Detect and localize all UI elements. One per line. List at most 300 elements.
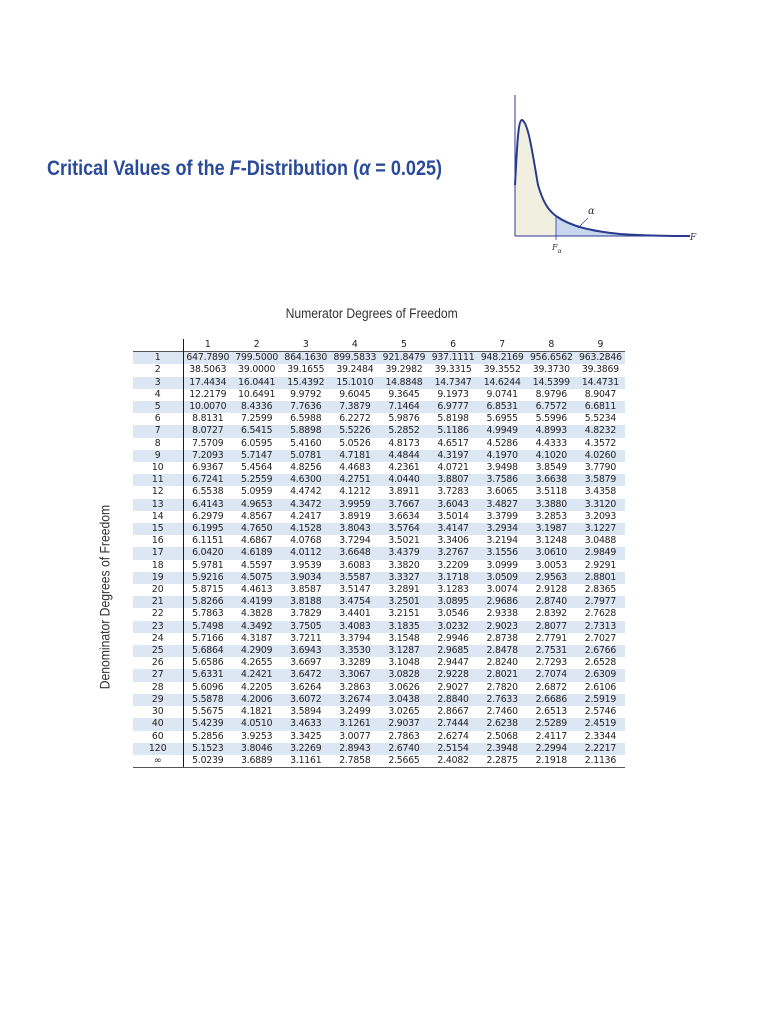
table-cell: 5.4564 — [240, 462, 273, 474]
table-cell: 5.6864 — [192, 645, 224, 657]
table-cell: 9.3645 — [388, 388, 420, 400]
table-cell: 3.6043 — [437, 498, 469, 510]
table-cell: 5.1523 — [192, 742, 224, 754]
table-cell: 4.0721 — [437, 462, 469, 474]
table-row — [133, 669, 625, 681]
row-header-df: 6 — [133, 413, 183, 425]
table-cell: 3.0546 — [437, 608, 469, 620]
table-cell: 2.6872 — [535, 681, 567, 693]
table-cell: 5.9876 — [388, 413, 420, 425]
table-cell: 15.4392 — [287, 376, 325, 388]
table-cell: 5.6096 — [192, 681, 224, 693]
table-cell: 7.2093 — [192, 449, 224, 461]
table-cell: 3.7294 — [339, 535, 371, 547]
table-cell: 3.4083 — [339, 620, 371, 632]
table-header — [133, 339, 625, 352]
table-row — [133, 682, 625, 694]
table-row — [133, 584, 625, 596]
table-cell: 14.5399 — [532, 376, 570, 388]
table-cell: 2.7858 — [330, 755, 379, 768]
table-cell: 14.7347 — [434, 376, 472, 388]
table-cell: 2.5289 — [535, 718, 567, 730]
table-row — [133, 633, 625, 645]
numerator-heading — [185, 306, 559, 321]
table-cell: 5.8198 — [437, 413, 469, 425]
table-cell: 39.1655 — [287, 364, 325, 376]
table-cell: 5.5234 — [584, 413, 617, 425]
row-header-df: 40 — [133, 718, 183, 730]
table-cell: 2.7293 — [535, 657, 567, 669]
table-cell: 2.7027 — [584, 632, 617, 644]
table-cell: 3.2501 — [388, 596, 420, 608]
table-cell: 4.8993 — [535, 425, 567, 437]
table-cell: 4.6867 — [240, 535, 273, 547]
table-cell: 39.3315 — [434, 364, 472, 376]
table-cell: 956.6562 — [527, 352, 576, 365]
table-body — [133, 352, 625, 768]
table-cell: 3.7829 — [290, 608, 322, 620]
table-cell: 3.7211 — [290, 632, 322, 644]
table-cell: 5.6586 — [192, 657, 224, 669]
table-row — [133, 694, 625, 706]
row-header-df: 10 — [133, 462, 183, 474]
row-header-df: 12 — [133, 486, 183, 498]
table-cell: 6.7241 — [192, 474, 224, 486]
table-cell: 3.2269 — [290, 742, 322, 754]
table-cell: 9.0741 — [486, 388, 518, 400]
table-cell: 2.7444 — [437, 718, 469, 730]
table-cell: 3.8046 — [240, 742, 273, 754]
table-cell: 5.6331 — [192, 669, 224, 681]
row-header-df: 11 — [133, 474, 183, 486]
table-cell: 14.4731 — [581, 376, 619, 388]
table-cell: 4.4613 — [240, 584, 273, 596]
table-cell: 2.5154 — [437, 742, 469, 754]
table-cell: 3.4401 — [339, 608, 371, 620]
table-cell: 4.3572 — [584, 437, 617, 449]
table-cell: 5.7166 — [192, 632, 224, 644]
table-row — [133, 560, 625, 572]
alpha-label: α — [588, 206, 595, 217]
table-cell: 3.5764 — [388, 523, 420, 535]
table-row — [133, 645, 625, 657]
table-cell: 5.8266 — [192, 596, 224, 608]
table-cell: 3.2674 — [339, 693, 371, 705]
table-cell: 2.8943 — [339, 742, 371, 754]
table-cell: 3.1835 — [388, 620, 420, 632]
row-header-df: 30 — [133, 706, 183, 718]
table-cell: 3.4379 — [388, 547, 420, 559]
table-cell: 3.0509 — [486, 571, 518, 583]
table-cell: 9.6045 — [339, 388, 371, 400]
table-cell: 39.3552 — [483, 364, 521, 376]
page-title — [47, 157, 442, 181]
table-cell: 3.6943 — [290, 645, 322, 657]
table-cell: 2.7628 — [584, 608, 617, 620]
table-cell: 2.9023 — [486, 620, 518, 632]
table-row — [133, 401, 625, 413]
table-cell: 6.2272 — [339, 413, 371, 425]
table-cell: 3.8188 — [290, 596, 322, 608]
table-cell: 3.1248 — [535, 535, 567, 547]
table-cell: 4.6517 — [437, 437, 469, 449]
table-cell: 3.2863 — [339, 681, 371, 693]
table-cell: 2.6238 — [486, 718, 518, 730]
table-cell: 6.7572 — [535, 401, 567, 413]
table-cell: 4.3828 — [240, 608, 273, 620]
table-cell: 4.8173 — [388, 437, 420, 449]
table-cell: 3.5147 — [339, 584, 371, 596]
table-cell: 3.3530 — [339, 645, 371, 657]
table-cell: 4.2751 — [339, 474, 371, 486]
table-cell: 2.2994 — [535, 742, 567, 754]
table-cell: 6.1995 — [192, 523, 224, 535]
table-cell: 2.8740 — [535, 596, 567, 608]
table-cell: 4.2655 — [240, 657, 273, 669]
column-header: 1 — [204, 339, 211, 350]
table-cell: 3.0895 — [437, 596, 469, 608]
table-cell: 3.0438 — [388, 693, 420, 705]
f-alpha-label — [551, 243, 562, 255]
table-cell: 14.6244 — [483, 376, 521, 388]
table-cell: 2.2217 — [584, 742, 617, 754]
table-cell: 3.5014 — [437, 510, 469, 522]
table-cell: 2.7820 — [486, 681, 518, 693]
table-cell: 4.0768 — [290, 535, 322, 547]
table-cell: 4.1970 — [486, 449, 518, 461]
table-cell: 6.0595 — [240, 437, 273, 449]
table-cell: 3.1987 — [535, 523, 567, 535]
table-cell: 4.1528 — [290, 523, 322, 535]
table-cell: 3.0232 — [437, 620, 469, 632]
table-cell: 8.4336 — [240, 401, 273, 413]
table-cell: 2.8667 — [437, 706, 469, 718]
table-cell: 3.1718 — [437, 571, 469, 583]
table-row — [133, 535, 625, 547]
table-cell: 6.5538 — [192, 486, 224, 498]
table-cell: 7.2599 — [240, 413, 273, 425]
table-cell: 4.8567 — [240, 510, 273, 522]
table-cell: 3.1261 — [339, 718, 371, 730]
row-header-df: 13 — [133, 499, 183, 511]
row-header-df: 22 — [133, 608, 183, 620]
table-row — [133, 755, 625, 768]
table-cell: 2.9027 — [437, 681, 469, 693]
table-row — [133, 523, 625, 535]
table-cell: 17.4434 — [189, 376, 227, 388]
table-cell: 4.0260 — [584, 449, 617, 461]
table-cell: 2.4117 — [535, 730, 567, 742]
table-cell: 2.9338 — [486, 608, 518, 620]
table-cell: 2.8365 — [584, 584, 617, 596]
table-cell: 2.9291 — [584, 559, 617, 571]
column-header: 2 — [253, 339, 260, 350]
table-cell: 3.7283 — [437, 486, 469, 498]
table-cell: 3.9034 — [290, 571, 322, 583]
table-cell: 3.6697 — [290, 657, 322, 669]
table-cell: 7.3879 — [339, 401, 371, 413]
table-cell: 3.5118 — [535, 486, 567, 498]
row-header-df: 29 — [133, 694, 183, 706]
table-cell: 3.1556 — [486, 547, 518, 559]
table-cell: 5.4239 — [192, 718, 224, 730]
table-cell: 4.5286 — [486, 437, 518, 449]
table-cell: 2.7074 — [535, 669, 567, 681]
table-cell: 2.3948 — [486, 742, 518, 754]
row-header-df: 19 — [133, 572, 183, 584]
table-cell: 3.5587 — [339, 571, 371, 583]
row-header-df: 16 — [133, 535, 183, 547]
table-cell: 39.2484 — [336, 364, 374, 376]
table-cell: 5.9781 — [192, 559, 224, 571]
table-cell: 3.6072 — [290, 693, 322, 705]
table-cell: 9.9792 — [290, 388, 322, 400]
table-cell: 3.6638 — [535, 474, 567, 486]
table-cell: 6.9367 — [192, 462, 224, 474]
table-cell: 3.3289 — [339, 657, 371, 669]
title-alpha-value: = 0.025) — [370, 157, 443, 180]
column-header: 4 — [351, 339, 358, 350]
table-cell: 3.3820 — [388, 559, 420, 571]
table-cell: 3.9959 — [339, 498, 371, 510]
table-cell: 3.3425 — [290, 730, 322, 742]
table-cell: 4.4683 — [339, 462, 371, 474]
table-cell: 2.2875 — [478, 755, 527, 768]
table-cell: 3.0074 — [486, 584, 518, 596]
corner-cell — [133, 339, 183, 352]
column-header: 9 — [597, 339, 604, 350]
table-cell: 3.3406 — [437, 535, 469, 547]
table-cell: 4.2417 — [290, 510, 322, 522]
table-cell: 4.8232 — [584, 425, 617, 437]
table-cell: 5.5878 — [192, 693, 224, 705]
table-cell: 3.3880 — [535, 498, 567, 510]
table-row — [133, 364, 625, 376]
table-cell: 4.9653 — [240, 498, 273, 510]
table-cell: 8.8131 — [192, 413, 224, 425]
table-cell: 2.6766 — [584, 645, 617, 657]
curve-body-fill — [515, 120, 556, 236]
table-cell: 3.6472 — [290, 669, 322, 681]
table-cell: 2.9037 — [388, 718, 420, 730]
row-header-df: 3 — [133, 377, 183, 389]
table-cell: 2.7977 — [584, 596, 617, 608]
title-alpha-symbol: α — [359, 157, 371, 180]
table-cell: 2.7460 — [486, 706, 518, 718]
table-cell: 2.3344 — [584, 730, 617, 742]
table-cell: 5.9216 — [192, 571, 224, 583]
table-cell: 5.2856 — [192, 730, 224, 742]
table-cell: 4.3197 — [437, 449, 469, 461]
table-cell: 2.7791 — [535, 632, 567, 644]
table-cell: 2.1918 — [527, 755, 576, 768]
table-cell: 2.9686 — [486, 596, 518, 608]
table-cell: 4.4199 — [240, 596, 273, 608]
table-cell: 16.0441 — [238, 376, 276, 388]
table-cell: 5.4160 — [290, 437, 322, 449]
title-suffix: -Distribution ( — [240, 157, 360, 180]
table-cell: 3.1161 — [281, 755, 330, 768]
table-cell: 5.0526 — [339, 437, 371, 449]
table-row — [133, 425, 625, 437]
table-cell: 4.5597 — [240, 559, 273, 571]
table-cell: 5.0781 — [290, 449, 322, 461]
table-cell: 8.0727 — [192, 425, 224, 437]
table-cell: 3.2151 — [388, 608, 420, 620]
row-header-df: 28 — [133, 682, 183, 694]
table-cell: 14.8848 — [385, 376, 423, 388]
table-cell: 4.0510 — [240, 718, 273, 730]
table-cell: 3.1283 — [437, 584, 469, 596]
table-cell: 4.7650 — [240, 523, 273, 535]
table-cell: 5.5675 — [192, 706, 224, 718]
table-cell: 3.8587 — [290, 584, 322, 596]
table-cell: 3.8911 — [388, 486, 420, 498]
table-cell: 4.0440 — [388, 474, 420, 486]
table-cell: 3.0488 — [584, 535, 617, 547]
table-row — [133, 706, 625, 718]
table-cell: 10.6491 — [238, 388, 276, 400]
column-header: 5 — [401, 339, 407, 350]
table-cell: 4.6189 — [240, 547, 273, 559]
table-row — [133, 377, 625, 389]
table-cell: 39.0000 — [238, 364, 276, 376]
table-cell: 2.8840 — [437, 693, 469, 705]
table-cell: 3.7586 — [486, 474, 518, 486]
table-cell: 937.1111 — [429, 352, 478, 365]
alpha-pointer-line — [578, 218, 588, 228]
table-cell: 2.9946 — [437, 632, 469, 644]
table-cell: 2.7531 — [535, 645, 567, 657]
table-cell: 2.8240 — [486, 657, 518, 669]
table-cell: 15.1010 — [336, 376, 374, 388]
row-header-df: ∞ — [133, 755, 183, 768]
table-cell: 4.6300 — [290, 474, 322, 486]
table-cell: 3.2194 — [486, 535, 518, 547]
row-header-df: 9 — [133, 450, 183, 462]
row-header-df: 20 — [133, 584, 183, 596]
table-cell: 647.7890 — [183, 352, 232, 365]
table-row — [133, 596, 625, 608]
row-header-df: 18 — [133, 560, 183, 572]
table-cell: 3.6083 — [339, 559, 371, 571]
table-cell: 6.5415 — [240, 425, 273, 437]
table-cell: 12.2179 — [189, 388, 227, 400]
table-cell: 2.8801 — [584, 571, 617, 583]
table-cell: 2.9685 — [437, 645, 469, 657]
table-cell: 3.6065 — [486, 486, 518, 498]
table-cell: 6.4143 — [192, 498, 224, 510]
table-cell: 5.7147 — [240, 449, 273, 461]
table-cell: 39.2982 — [385, 364, 423, 376]
table-cell: 7.1464 — [388, 401, 420, 413]
table-cell: 2.9563 — [535, 571, 567, 583]
table-cell: 3.6889 — [232, 755, 281, 768]
denominator-heading — [97, 504, 113, 700]
row-header-df: 60 — [133, 731, 183, 743]
table-cell: 2.8021 — [486, 669, 518, 681]
table-cell: 39.3730 — [532, 364, 570, 376]
table-cell: 2.5746 — [584, 706, 617, 718]
table-cell: 5.7498 — [192, 620, 224, 632]
row-header-df: 120 — [133, 743, 183, 755]
column-header-row — [133, 339, 625, 352]
column-header: 7 — [499, 339, 506, 350]
row-header-df: 17 — [133, 547, 183, 559]
table-cell: 3.2093 — [584, 510, 617, 522]
table-cell: 3.5879 — [584, 474, 617, 486]
row-header-df: 4 — [133, 389, 183, 401]
table-cell: 2.6106 — [584, 681, 617, 693]
table-cell: 4.7181 — [339, 449, 371, 461]
table-row — [133, 450, 625, 462]
table-cell: 2.7633 — [486, 693, 518, 705]
table-cell: 3.6264 — [290, 681, 322, 693]
table-row — [133, 547, 625, 559]
table-cell: 4.3472 — [290, 498, 322, 510]
table-cell: 4.1821 — [240, 706, 273, 718]
table-cell: 5.0959 — [240, 486, 273, 498]
table-cell: 4.2909 — [240, 645, 273, 657]
table-cell: 3.9253 — [240, 730, 273, 742]
column-header: 8 — [548, 339, 555, 350]
table-cell: 3.2934 — [486, 523, 518, 535]
table-cell: 3.7790 — [584, 462, 617, 474]
table-cell: 2.6740 — [388, 742, 420, 754]
table-cell: 3.7667 — [388, 498, 420, 510]
table-cell: 2.8738 — [486, 632, 518, 644]
table-cell: 6.5988 — [290, 413, 322, 425]
row-header-df: 8 — [133, 438, 183, 450]
table-cell: 2.5068 — [486, 730, 518, 742]
table-cell: 2.5919 — [584, 693, 617, 705]
table-row — [133, 572, 625, 584]
table-cell: 3.0265 — [388, 706, 420, 718]
table-cell: 2.4519 — [584, 718, 617, 730]
table-row — [133, 621, 625, 633]
table-cell: 3.2499 — [339, 706, 371, 718]
row-header-df: 21 — [133, 596, 183, 608]
table-cell: 3.3794 — [339, 632, 371, 644]
table-cell: 963.2846 — [576, 352, 625, 365]
f-axis-label: F — [690, 233, 697, 243]
table-cell: 3.1048 — [388, 657, 420, 669]
table-cell: 5.6955 — [486, 413, 518, 425]
table-cell: 5.2852 — [388, 425, 420, 437]
table-cell: 4.2205 — [240, 681, 273, 693]
table-cell: 2.9128 — [535, 584, 567, 596]
table-cell: 4.9949 — [486, 425, 518, 437]
row-header-df: 24 — [133, 633, 183, 645]
table-row — [133, 438, 625, 450]
table-cell: 4.1212 — [339, 486, 371, 498]
table-row — [133, 657, 625, 669]
table-row — [133, 743, 625, 755]
table-cell: 4.2361 — [388, 462, 420, 474]
table-cell: 2.8478 — [486, 645, 518, 657]
table-cell: 3.2853 — [535, 510, 567, 522]
table-cell: 2.1136 — [576, 755, 625, 768]
table-cell: 4.3492 — [240, 620, 273, 632]
table-cell: 3.2767 — [437, 547, 469, 559]
table-cell: 3.1548 — [388, 632, 420, 644]
table-cell: 3.1287 — [388, 645, 420, 657]
table-cell: 4.1020 — [535, 449, 567, 461]
table-row — [133, 389, 625, 401]
table-cell: 2.8392 — [535, 608, 567, 620]
row-header-df: 26 — [133, 657, 183, 669]
table-cell: 4.5075 — [240, 571, 273, 583]
